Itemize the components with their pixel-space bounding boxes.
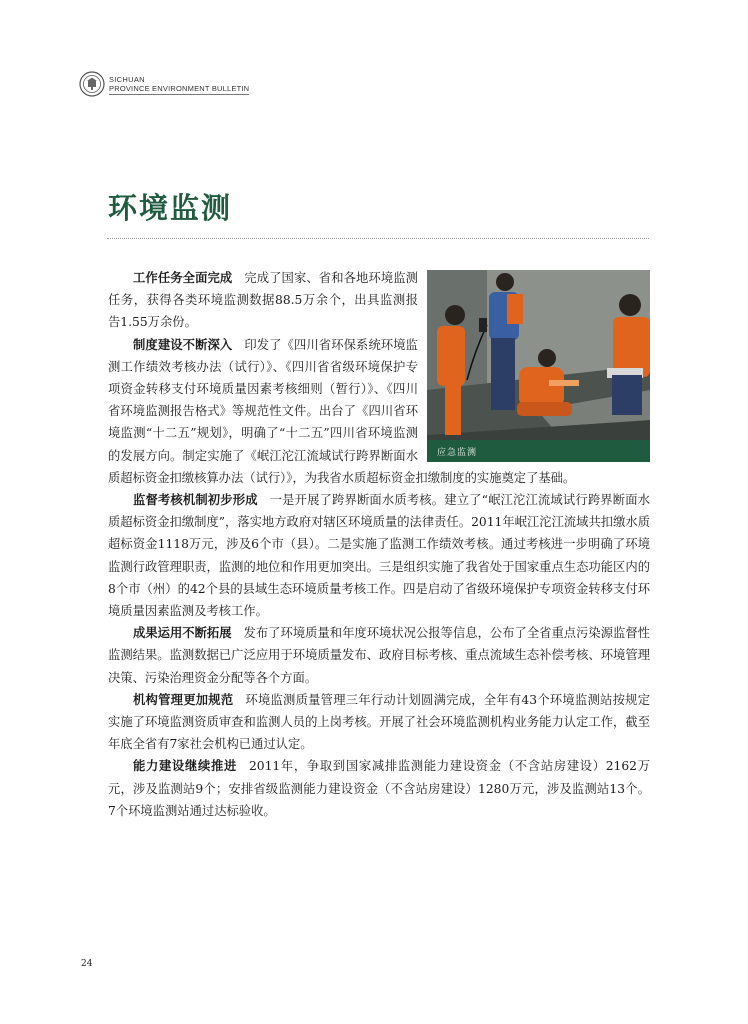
paragraph-lead: 成果运用不断拓展 <box>133 625 232 641</box>
brand-line-sichuan: SICHUAN <box>109 75 145 84</box>
page-title: 环境监测 <box>108 191 233 225</box>
paragraph-capacity-building <box>108 755 650 822</box>
brand-text <box>109 75 249 95</box>
paragraph-text: 发布了环境质量和年度环境状况公报等信息，公布了全省重点污染源监督性监测结果。监测数据已广泛应用于环境质量发布、政府目标考核、重点流域生态补偿考核、环境管理决策、污染治理资金分配等各个方面。 <box>108 626 650 685</box>
paragraph-system-building <box>108 334 650 489</box>
page-number: 24 <box>81 959 93 969</box>
paragraph-text: 2011年，争取到国家减排监测能力建设资金（不含站房建设）2162万元，涉及监测站9个；安排省级监测能力建设资金（不含站房建设）1280万元，涉及监测站13个。7个环境监测站通过达标验收。 <box>108 759 650 818</box>
paragraph-lead: 能力建设继续推进 <box>133 758 237 774</box>
paragraph-lead: 工作任务全面完成 <box>133 270 233 285</box>
paragraph-supervision-mechanism <box>108 489 650 622</box>
article-body <box>108 267 650 822</box>
paragraph-text: 完成了国家、省和各地环境监测任务，获得各类环境监测数据88.5万余个，出具监测报告1.55万余份。 <box>108 271 418 330</box>
paragraph-text: 环境监测质量管理三年行动计划圆满完成，全年有43个环境监测站按规定实施了环境监测资质审查和监测人员的上岗考核。开展了社会环境监测机构业务能力认定工作，截至年底全省有7家社会机构已通过认定。 <box>108 692 650 752</box>
paragraph-text: 印发了《四川省环保系统环境监测工作绩效考核办法（试行）》、《四川省省级环境保护专项资金转移支付环境质量因素考核细则（暂行）》、《四川省环境监测报告格式》等规范性文件。出台了《四川省环境监测“十二五”规划》，明确了“十二五”四川省环境监测的发展方向。制定实施了《岷江沱江流域试行跨界断面水质超标资金扣缴核算办法（试行）》，为我省水质超标资金扣缴制度的实施奠定了基础。 <box>108 337 576 485</box>
paragraph-lead: 监督考核机制初步形成 <box>133 492 258 508</box>
photo-wrap-spacer <box>418 334 650 463</box>
bulletin-header <box>79 71 279 99</box>
brand-line-bulletin: PROVINCE ENVIRONMENT BULLETIN <box>109 84 250 93</box>
paragraph-task-completion <box>108 267 418 334</box>
paragraph-results-application <box>108 622 650 689</box>
paragraph-text: 一是开展了跨界断面水质考核。建立了“岷江沱江流域试行跨界断面水质超标资金扣缴制度”，落实地方政府对辖区环境质量的法律责任。2011年岷江沱江流域共扣缴水质超标资金1118万元，涉及6个市（县）。二是实施了监测工作绩效考核。通过考核进一步明确了环境监测行政管理职责，监测的地位和作用更加突出。三是组织实施了我省处于国家重点生态功能区内的8个市（州）的42个县的县域生态环境质量考核工作。四是启动了省级环境保护专项资金转移支付环境质量因素监测及考核工作。 <box>108 493 650 619</box>
photo-caption: 应急监测 <box>437 448 478 458</box>
provincial-seal-icon <box>79 71 105 97</box>
paragraph-institution-management <box>108 689 650 756</box>
paragraph-lead: 制度建设不断深入 <box>133 336 233 352</box>
title-divider <box>107 238 649 239</box>
paragraph-lead: 机构管理更加规范 <box>133 691 234 707</box>
